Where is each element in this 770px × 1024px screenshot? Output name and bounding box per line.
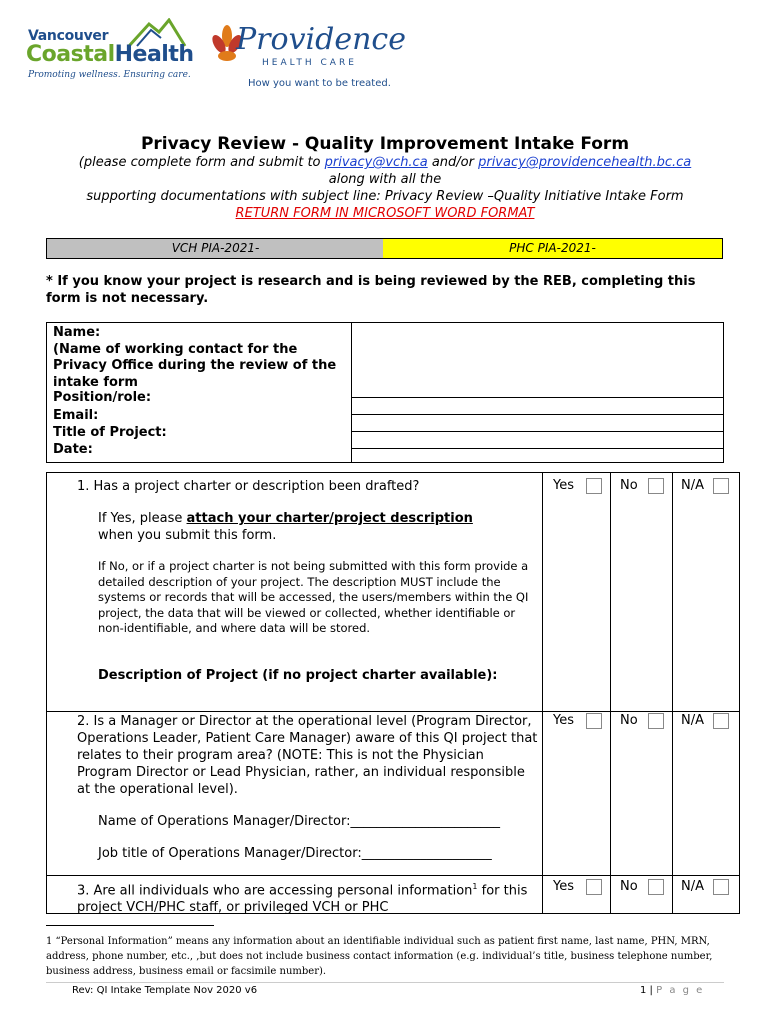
name-label: Name: (Name of working contact for the Privacy Office during the review of the intake form (53, 325, 337, 390)
q2-no-checkbox[interactable] (648, 713, 664, 729)
email-link-phc[interactable]: privacy@providencehealth.bc.ca (478, 155, 692, 170)
divider (47, 711, 739, 712)
q1-yes-label: Yes (553, 478, 574, 493)
q3-yes-label: Yes (553, 879, 574, 894)
email-label: Email: (53, 408, 99, 423)
vch-pia-number: VCH PIA-2021- (46, 238, 385, 259)
q2-yes-label: Yes (553, 713, 574, 728)
email-link-vch[interactable]: privacy@vch.ca (324, 155, 428, 170)
q1-no-label: No (620, 478, 638, 493)
q3-no-label: No (620, 879, 638, 894)
divider (672, 473, 673, 913)
questions-table (46, 472, 740, 914)
divider (352, 431, 723, 432)
footer-page: 1 | P a g e (640, 985, 705, 996)
q1-if-yes: If Yes, please attach your charter/project description when you submit this form. (98, 511, 473, 543)
divider (542, 473, 543, 913)
footnote-rule (46, 925, 214, 926)
vch-logo-line2: CoastalHealth (26, 42, 194, 67)
q3-na-checkbox[interactable] (713, 879, 729, 895)
q1-if-no: If No, or if a project charter is not being submitted with this form provide a detailed description of your project. The description MUST include the systems or records that will be accessed, the users/members within the QI project, the data that will be viewed or collected, whether identifiable or non-identifiable, and where data will be stored. (98, 559, 529, 635)
phc-pia-number: PHC PIA-2021- (383, 238, 723, 259)
research-note: * If you know your project is research and is being reviewed by the REB, completing this form is not necessary. (46, 274, 696, 306)
q1-no-checkbox[interactable] (648, 478, 664, 494)
q3-yes-checkbox[interactable] (586, 879, 602, 895)
q2-yes-checkbox[interactable] (586, 713, 602, 729)
footnote: 1 “Personal Information” means any information about an identifiable individual such as patient first name, last name, PHN, MRN, address, phone number, etc., ,but does not include business contact information (e.g. individual’s title, business telephone number, business address, business email or facsimile number). (46, 936, 713, 977)
date-label: Date: (53, 442, 93, 457)
providence-logo-name: Providence (236, 22, 406, 57)
footer-revision: Rev: QI Intake Template Nov 2020 v6 (72, 985, 258, 996)
q2-manager-name: Name of Operations Manager/Director:_______________________ (98, 814, 500, 829)
q1-yes-checkbox[interactable] (586, 478, 602, 494)
divider (352, 414, 723, 415)
q2-na-label: N/A (681, 713, 704, 728)
divider (610, 473, 611, 913)
q1-na-label: N/A (681, 478, 704, 493)
q2-na-checkbox[interactable] (713, 713, 729, 729)
divider (47, 875, 739, 876)
providence-tagline: How you want to be treated. (248, 78, 391, 89)
instructions-line2: along with all the (328, 172, 442, 187)
divider (352, 397, 723, 398)
vch-logo-line1: Vancouver (28, 28, 109, 44)
question-1: 1. Has a project charter or description been drafted? (77, 479, 420, 494)
q3-na-label: N/A (681, 879, 704, 894)
vch-tagline: Promoting wellness. Ensuring care. (28, 70, 191, 80)
form-title: Privacy Review - Quality Improvement Intake Form (140, 134, 630, 154)
return-format-notice: RETURN FORM IN MICROSOFT WORD FORMAT (235, 206, 535, 221)
position-label: Position/role: (53, 390, 152, 405)
q3-no-checkbox[interactable] (648, 879, 664, 895)
project-title-label: Title of Project: (53, 425, 167, 440)
providence-logo-sub: HEALTH CARE (262, 58, 357, 68)
q1-na-checkbox[interactable] (713, 478, 729, 494)
q2-no-label: No (620, 713, 638, 728)
q1-description-label: Description of Project (if no project charter available): (98, 668, 498, 683)
instructions-line3: supporting documentations with subject line: Privacy Review –Quality Initiative Intake Form (86, 189, 684, 204)
contact-table (46, 322, 724, 463)
footer-rule (46, 982, 724, 983)
divider (352, 448, 723, 449)
question-2: 2. Is a Manager or Director at the operational level (Program Director, Operations Leader, Patient Care Manager) aware of this QI project that relates to their program area? (NOTE: This is not the Physician Program Director or Lead Physician, rather, an individual responsible at the operational level). (77, 714, 538, 797)
instructions-line1: (please complete form and submit to privacy@vch.ca and/or privacy@providencehealth.bc.ca (78, 155, 692, 170)
q2-manager-title: Job title of Operations Manager/Director:____________________ (98, 846, 492, 861)
question-3: 3. Are all individuals who are accessing personal information$^1$ for this project VCH/PHC staff, or privileged VCH or PHC (77, 882, 528, 916)
